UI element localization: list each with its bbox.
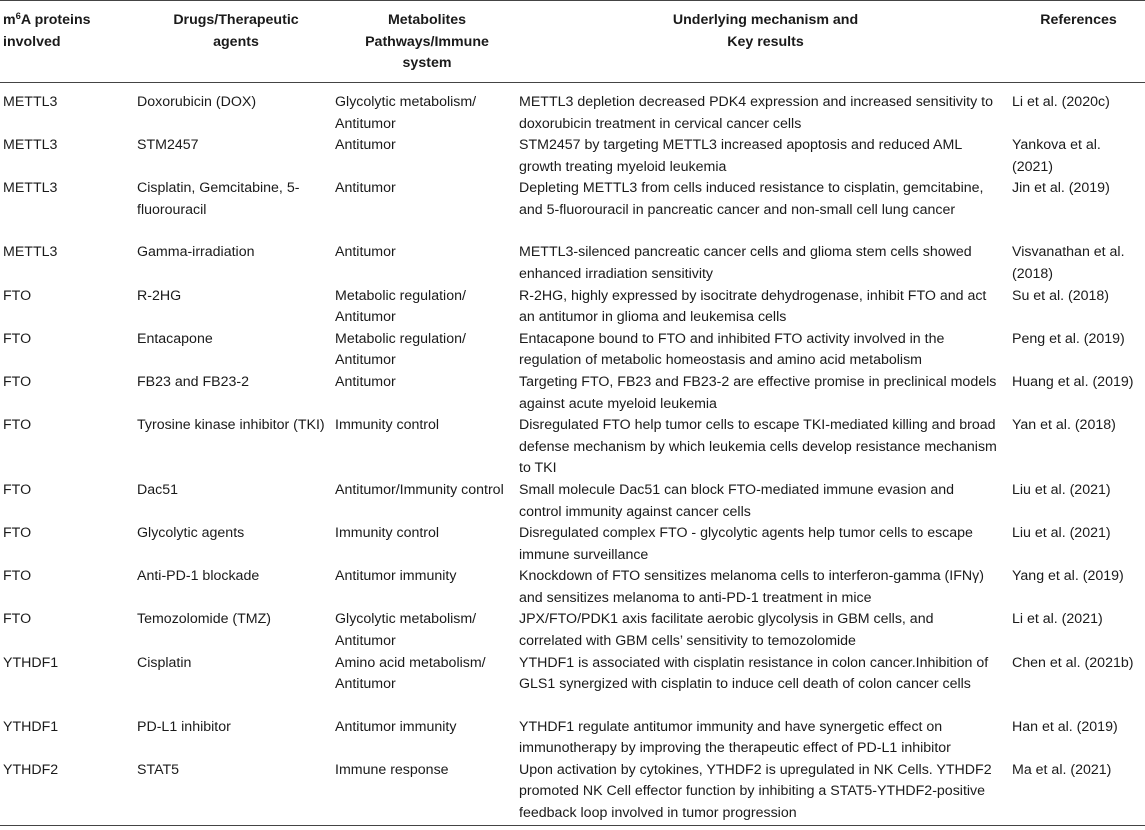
cell-drug: Anti-PD-1 blockade — [137, 568, 260, 585]
cell-drug: Temozolomide (TMZ) — [137, 611, 272, 628]
cell-pathway: Antitumor immunity — [335, 568, 457, 585]
cell-protein: FTO — [3, 525, 32, 542]
cell-protein: FTO — [3, 568, 32, 585]
table-row — [0, 135, 1145, 178]
cell-pathway: Immune response — [335, 761, 449, 778]
cell-protein: YTHDF1 — [3, 654, 59, 671]
cell-drug: Tyrosine kinase inhibitor (TKI) — [137, 417, 325, 434]
cell-pathway: Glycolytic metabolism/ Antitumor — [335, 611, 477, 650]
cell-protein: FTO — [3, 417, 32, 434]
cell-mechanism: Disregulated complex FTO - glycolytic agents help tumor cells to escape immune surveillance — [519, 525, 973, 563]
cell-mechanism: Upon activation by cytokines, YTHDF2 is upregulated in NK Cells. YTHDF2 promoted NK Cell effector function by inhibiting a STAT5-YTHDF2-positive feedback loop involved in tumor progression — [519, 761, 992, 822]
cell-drug: PD-L1 inhibitor — [137, 718, 231, 735]
cell-drug: Entacapone — [137, 330, 213, 347]
cell-protein: YTHDF1 — [3, 718, 59, 735]
cell-reference: Chen et al. (2021b) — [1012, 654, 1134, 671]
table-row — [0, 760, 1145, 825]
cell-drug: Dac51 — [137, 481, 179, 498]
cell-drug: Gamma-irradiation — [137, 244, 255, 261]
cell-reference: Ma et al. (2021) — [1012, 761, 1112, 778]
cell-drug: STM2457 — [137, 137, 199, 154]
table-row — [0, 717, 1145, 760]
cell-pathway: Antitumor/Immunity control — [335, 481, 504, 498]
cell-protein: FTO — [3, 330, 32, 347]
table-row — [0, 480, 1145, 523]
cell-pathway: Antitumor immunity — [335, 718, 457, 735]
cell-reference: Visvanathan et al. (2018) — [1012, 244, 1125, 282]
cell-reference: Yankova et al. (2021) — [1012, 137, 1101, 175]
cell-pathway: Antitumor — [335, 137, 396, 154]
cell-protein: FTO — [3, 481, 32, 498]
header-references: References — [1040, 12, 1117, 28]
table-row — [0, 83, 1145, 136]
cell-reference: Yang et al. (2019) — [1012, 568, 1124, 585]
cell-reference: Yan et al. (2018) — [1012, 417, 1116, 434]
cell-protein: METTL3 — [3, 244, 58, 261]
cell-protein: METTL3 — [3, 94, 58, 110]
cell-protein: YTHDF2 — [3, 761, 59, 778]
cell-mechanism: YTHDF1 is associated with cisplatin resistance in colon cancer.Inhibition of GLS1 synergized with cisplatin to induce cell death of colon cancer cells — [519, 654, 989, 693]
cell-pathway: Glycolytic metabolism/ Antitumor — [335, 94, 477, 132]
cell-reference: Liu et al. (2021) — [1012, 525, 1111, 542]
cell-mechanism: JPX/FTO/PDK1 axis facilitate aerobic glycolysis in GBM cells, and correlated with GBM cells’ sensitivity to temozolomide — [519, 611, 934, 650]
cell-protein: METTL3 — [3, 180, 58, 197]
cell-protein: FTO — [3, 611, 32, 628]
cell-mechanism: Depleting METTL3 from cells induced resistance to cisplatin, gemcitabine, and 5-fluorouracil in pancreatic cancer and non-small cell lung cancer — [519, 180, 984, 218]
table-row — [0, 566, 1145, 609]
cell-mechanism: R-2HG, highly expressed by isocitrate dehydrogenase, inhibit FTO and act an antitumor in glioma and leukemisa cells — [519, 287, 987, 326]
cell-reference: Li et al. (2020c) — [1012, 94, 1110, 110]
table-body — [0, 83, 1145, 826]
cell-reference: Liu et al. (2021) — [1012, 481, 1111, 498]
cell-mechanism: YTHDF1 regulate antitumor immunity and have synergetic effect on immunotherapy by improving the therapeutic effect of PD-L1 inhibitor — [519, 718, 951, 757]
cell-reference: Peng et al. (2019) — [1012, 330, 1125, 347]
cell-pathway: Antitumor — [335, 180, 396, 197]
cell-reference: Huang et al. (2019) — [1012, 373, 1134, 390]
header-metabolites: Metabolites Pathways/Immune system — [365, 12, 489, 72]
table-row — [0, 372, 1145, 415]
cell-reference: Li et al. (2021) — [1012, 611, 1103, 628]
header-row — [0, 1, 1145, 83]
cell-pathway: Metabolic regulation/ Antitumor — [335, 287, 466, 326]
header-proteins: $m^6A$ proteins involved — [3, 11, 91, 50]
cell-pathway: Antitumor — [335, 244, 396, 261]
cell-mechanism: STM2457 by targeting METTL3 increased apoptosis and reduced AML growth treating myeloid leukemia — [519, 137, 962, 175]
table-row — [0, 329, 1145, 372]
cell-drug: Glycolytic agents — [137, 525, 245, 542]
cell-drug: Cisplatin — [137, 654, 192, 671]
cell-mechanism: Small molecule Dac51 can block FTO-mediated immune evasion and control immunity against cancer cells — [519, 481, 955, 520]
cell-drug: R-2HG — [137, 287, 182, 304]
table-row — [0, 415, 1145, 480]
table-row — [0, 609, 1145, 652]
cell-pathway: Immunity control — [335, 417, 440, 434]
cell-pathway: Immunity control — [335, 525, 440, 542]
cell-reference: Han et al. (2019) — [1012, 718, 1118, 735]
cell-drug: FB23 and FB23-2 — [137, 373, 249, 390]
header-mechanism: Underlying mechanism and Key results — [672, 12, 859, 50]
table-row — [0, 242, 1145, 285]
cell-reference: Su et al. (2018) — [1012, 287, 1110, 304]
cell-mechanism: METTL3 depletion decreased PDK4 expression and increased sensitivity to doxorubicin treatment in cervical cancer cells — [519, 94, 993, 132]
cell-protein: FTO — [3, 287, 32, 304]
table-row — [0, 286, 1145, 329]
cell-reference: Jin et al. (2019) — [1012, 180, 1110, 197]
header-drugs: Drugs/Therapeutic agents — [173, 12, 299, 50]
cell-mechanism: METTL3-silenced pancreatic cancer cells and glioma stem cells showed enhanced irradiation sensitivity — [519, 244, 972, 282]
table-row — [0, 523, 1145, 566]
table-row — [0, 178, 1145, 242]
cell-mechanism: Knockdown of FTO sensitizes melanoma cells to interferon-gamma (IFNγ) and sensitizes melanoma to anti-PD-1 treatment in mice — [519, 568, 984, 606]
cell-drug: Doxorubicin (DOX) — [137, 94, 257, 110]
cell-pathway: Amino acid metabolism/ Antitumor — [335, 654, 486, 693]
cell-pathway: Antitumor — [335, 373, 396, 390]
table-row — [0, 653, 1145, 717]
cell-mechanism: Targeting FTO, FB23 and FB23-2 are effective promise in preclinical models against acute myeloid leukemia — [519, 373, 997, 412]
cell-mechanism: Entacapone bound to FTO and inhibited FTO activity involved in the regulation of metabolic homeostasis and amino acid metabolism — [519, 330, 945, 369]
table-header — [0, 1, 1145, 83]
cell-drug: Cisplatin, Gemcitabine, 5-fluorouracil — [137, 180, 300, 218]
cell-pathway: Metabolic regulation/ Antitumor — [335, 330, 466, 369]
cell-mechanism: Disregulated FTO help tumor cells to escape TKI-mediated killing and broad defense mechanism by which leukemia cells develop resistance mechanism to TKI — [519, 417, 997, 477]
cell-protein: FTO — [3, 373, 32, 390]
cell-drug: STAT5 — [137, 761, 180, 778]
cell-protein: METTL3 — [3, 137, 58, 154]
